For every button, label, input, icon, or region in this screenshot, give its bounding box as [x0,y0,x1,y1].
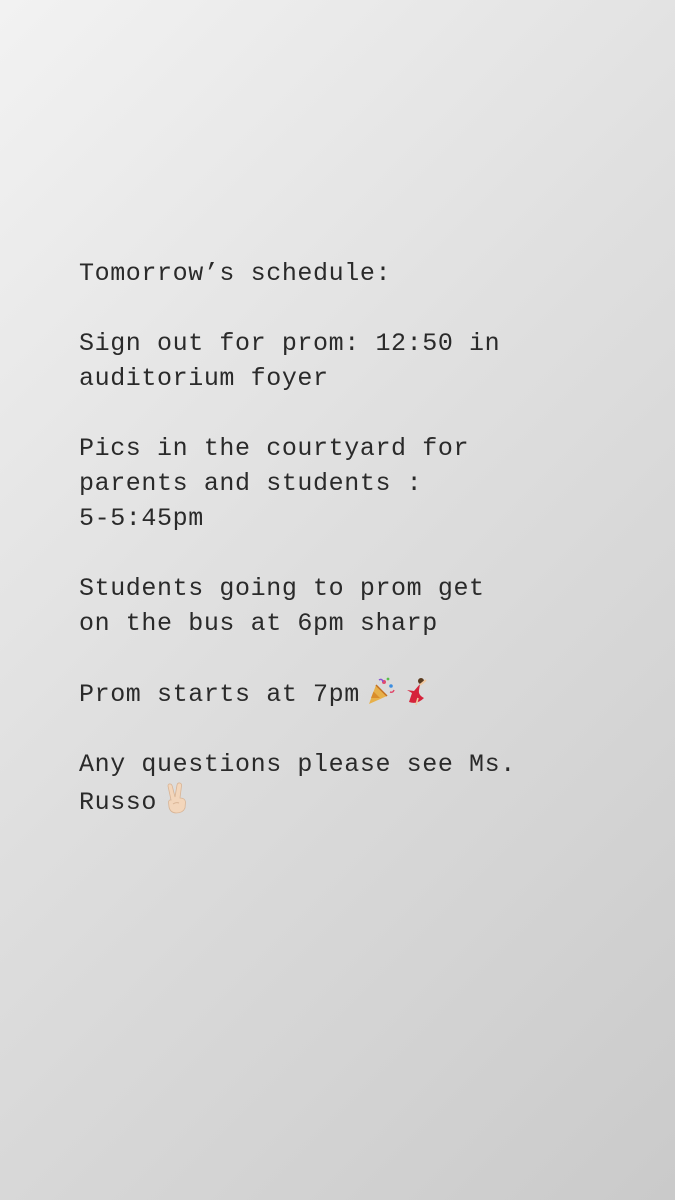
party-popper-icon [366,676,396,706]
prom-start-text: Prom starts at 7pm [79,680,360,709]
text-line: Pics in the courtyard for [79,434,470,463]
dancer-icon [402,676,432,706]
victory-hand-icon [163,782,191,814]
text-line-with-emoji [79,676,639,712]
text-line: 5-5:45pm [79,504,204,533]
pictures-item [79,431,639,536]
text-line: Any questions please see Ms. [79,750,516,779]
questions-item [79,747,639,820]
schedule-heading: Tomorrow’s schedule: [79,259,392,288]
text-line: parents and students : [79,469,423,498]
text-line: Students going to prom get [79,574,485,603]
text-line: auditorium foyer [79,364,329,393]
schedule-note [79,256,639,855]
schedule-heading-block [79,256,639,291]
text-line: Sign out for prom: 12:50 in [79,329,501,358]
sign-out-item [79,326,639,396]
text-line-with-emoji [79,782,639,820]
bus-item [79,571,639,641]
contact-name-text: Russo [79,788,158,817]
prom-start-item [79,676,639,712]
text-line: on the bus at 6pm sharp [79,609,438,638]
